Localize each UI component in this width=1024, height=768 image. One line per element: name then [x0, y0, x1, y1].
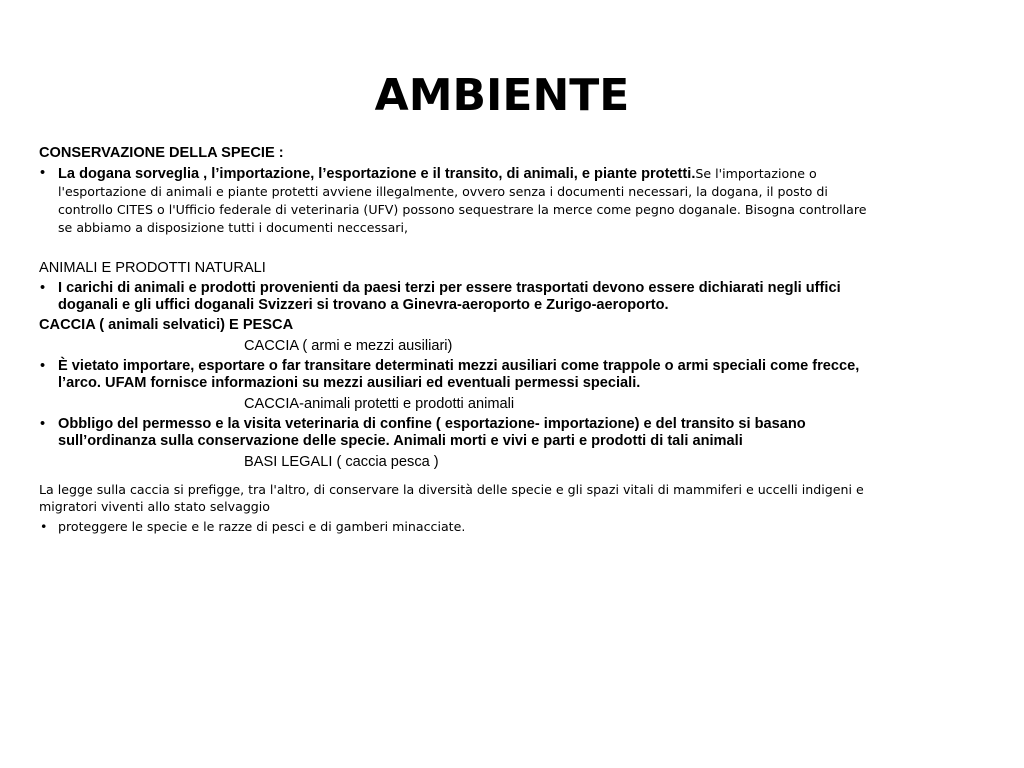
bullet-carichi [39, 280, 869, 314]
bullet-proteggere [39, 518, 869, 535]
bullet-dogana-rest: Se l'importazione o l'esportazione di animali e piante protetti avviene illegalmente, ovvero senza i documenti necessari, la dogana, il posto di controllo CITES o l'Ufficio federale di veterinaria (UFV) possono sequestrare la merce come pegno doganale. Bisogna controllare se abbiamo a disposizione tutti i documenti neccessari, [58, 166, 867, 235]
heading-animali-prodotti: ANIMALI E PRODOTTI NATURALI [39, 260, 266, 276]
bullet-dot: • [40, 165, 46, 181]
bullet-proteggere-text: proteggere le specie e le razze di pesci e di gamberi minacciate. [58, 519, 466, 534]
text-legge-caccia: La legge sulla caccia si prefigge, tra l'altro, di conservare la diversità delle specie e gli spazi vitali di mammiferi e uccelli indigeni e migratori viventi allo stato selvaggio [39, 482, 864, 514]
bullet-dot: • [40, 416, 46, 432]
bullet-obbligo [39, 416, 869, 450]
sub-basi-legali: BASI LEGALI ( caccia pesca ) [244, 454, 439, 470]
heading-conservazione: CONSERVAZIONE DELLA SPECIE : [39, 145, 284, 161]
slide-content [39, 144, 869, 535]
sub-caccia-animali: CACCIA-animali protetti e prodotti animali [244, 396, 515, 412]
bullet-obbligo-text: Obbligo del permesso e la visita veterinaria di confine ( esportazione- importazione) e del transito si basano sull’ordinanza sulla conservazione delle specie. Animali morti e vivi e parti e prodotti di tali animali [58, 416, 806, 449]
bullet-vietato-text: È vietato importare, esportare o far transitare determinati mezzi ausiliari come trappole o armi speciali come frecce, l’arco. UFAM fornisce informazioni su mezzi ausiliari ed eventuali permessi speciali. [58, 358, 860, 391]
slide-title: AMBIENTE [374, 70, 630, 121]
bullet-dot: • [40, 519, 48, 534]
bullet-carichi-text: I carichi di animali e prodotti provenienti da paesi terzi per essere trasportati devono essere dichiarati negli uffici doganali e gli uffici doganali Svizzeri si trovano a Ginevra-aeroporto e Zurigo-aeroporto. [58, 280, 841, 313]
sub-caccia-armi: CACCIA ( armi e mezzi ausiliari) [244, 338, 453, 354]
bullet-dot: • [40, 280, 46, 296]
heading-caccia-pesca: CACCIA ( animali selvatici) E PESCA [39, 317, 294, 333]
bullet-vietato [39, 358, 869, 392]
bullet-dogana [39, 165, 869, 237]
bullet-dot: • [40, 358, 46, 374]
bullet-dogana-bold: La dogana sorveglia , l’importazione, l’esportazione e il transito, di animali, e piante protetti. [58, 166, 696, 182]
